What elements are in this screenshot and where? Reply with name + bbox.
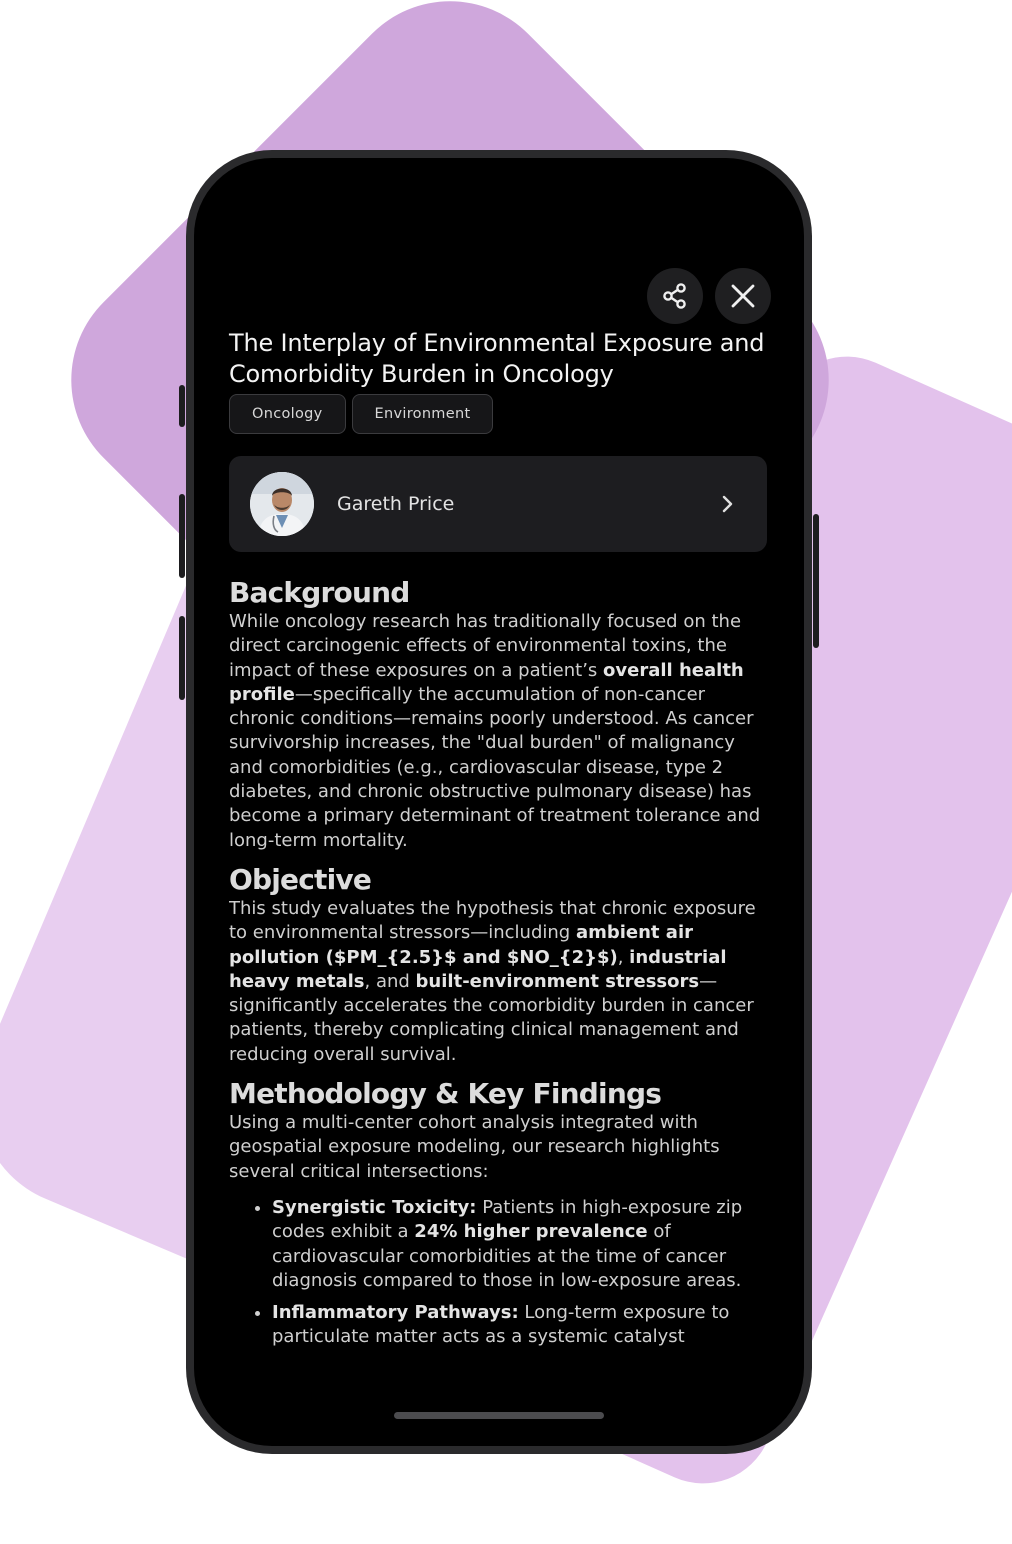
- article-body: [229, 576, 774, 1388]
- section-heading-background: Background: [229, 576, 410, 609]
- section-background: [229, 576, 774, 853]
- author-name: Gareth Price: [337, 493, 455, 515]
- section-objective: [229, 863, 774, 1067]
- article-title: The Interplay of Environmental Exposure and Comorbidity Burden in Oncology: [229, 329, 765, 388]
- scroll-fade: [229, 1372, 774, 1392]
- share-button[interactable]: [647, 268, 703, 324]
- tag-environment[interactable]: Environment: [352, 394, 494, 434]
- bullet-text: of cardiovascular comorbidities at the time of cancer diagnosis compared to those in low-exposure areas.: [272, 1221, 742, 1291]
- list-item: [272, 1196, 774, 1293]
- chevron-right-icon: [721, 494, 735, 514]
- phone-power-button: [813, 514, 819, 648]
- background-paragraph: [229, 610, 774, 853]
- findings-list: [229, 1196, 774, 1350]
- methodology-intro: Using a multi-center cohort analysis integrated with geospatial exposure modeling, our research highlights several critical intersections:: [229, 1112, 720, 1182]
- tag-oncology[interactable]: Oncology: [229, 394, 346, 434]
- objective-text-2: ,: [617, 946, 630, 968]
- tag-list: [229, 394, 493, 434]
- section-heading-objective: Objective: [229, 862, 372, 896]
- objective-bold-2: industrial heavy metals: [229, 946, 727, 992]
- phone-frame: [186, 150, 812, 1454]
- bullet-bold-stat: 24% higher prevalence: [414, 1221, 648, 1243]
- bullet-text: Patients in high-exposure zip codes exhibit a: [272, 1196, 743, 1243]
- objective-bold-1: ambient air pollution ($PM_{2.5}$ and $NO_{2}$): [229, 922, 693, 968]
- section-heading-methodology: Methodology & Key Findings: [229, 1077, 662, 1111]
- objective-paragraph: [229, 897, 774, 1067]
- close-button[interactable]: [715, 268, 771, 324]
- phone-volume-up: [179, 494, 185, 578]
- background-text-2: —specifically the accumulation of non-cancer chronic conditions—remains poorly understood. As cancer survivorship increases, the "dual burden" of malignancy and comorbidities (e.g., cardiovascular disease, type 2 diabetes, and chronic obstructive pulmonary disease) has become a primary determinant of treatment tolerance and long-term mortality.: [229, 683, 761, 851]
- list-item: [272, 1301, 774, 1350]
- objective-text-4: —significantly accelerates the comorbidity burden in cancer patients, thereby complicating clinical management and reducing overall survival.: [229, 970, 754, 1065]
- phone-mute-switch: [179, 385, 185, 427]
- bullet-bold-label: Synergistic Toxicity:: [272, 1196, 477, 1218]
- bullet-bold-label: Inflammatory Pathways:: [272, 1302, 519, 1324]
- objective-bold-3: built-environment stressors: [415, 970, 700, 992]
- background-bold-1: overall health profile: [229, 659, 744, 705]
- app-screen: [194, 158, 804, 1446]
- doctor-avatar-icon: [250, 472, 314, 536]
- home-indicator[interactable]: [394, 1412, 604, 1419]
- share-icon: [660, 281, 690, 311]
- avatar: [250, 472, 314, 536]
- top-actions: [647, 268, 771, 324]
- objective-text-1: This study evaluates the hypothesis that chronic exposure to environmental stressors—including: [229, 897, 756, 944]
- section-methodology: [229, 1077, 774, 1350]
- bullet-text: Long-term exposure to particulate matter acts as a systemic catalyst: [272, 1302, 730, 1348]
- phone-volume-down: [179, 616, 185, 700]
- close-icon: [730, 283, 756, 309]
- objective-text-3: , and: [364, 970, 416, 992]
- background-text-1: While oncology research has traditionally focused on the direct carcinogenic effects of environmental toxins, the impact of these exposures on a patient’s: [229, 611, 742, 681]
- author-card[interactable]: [229, 456, 767, 552]
